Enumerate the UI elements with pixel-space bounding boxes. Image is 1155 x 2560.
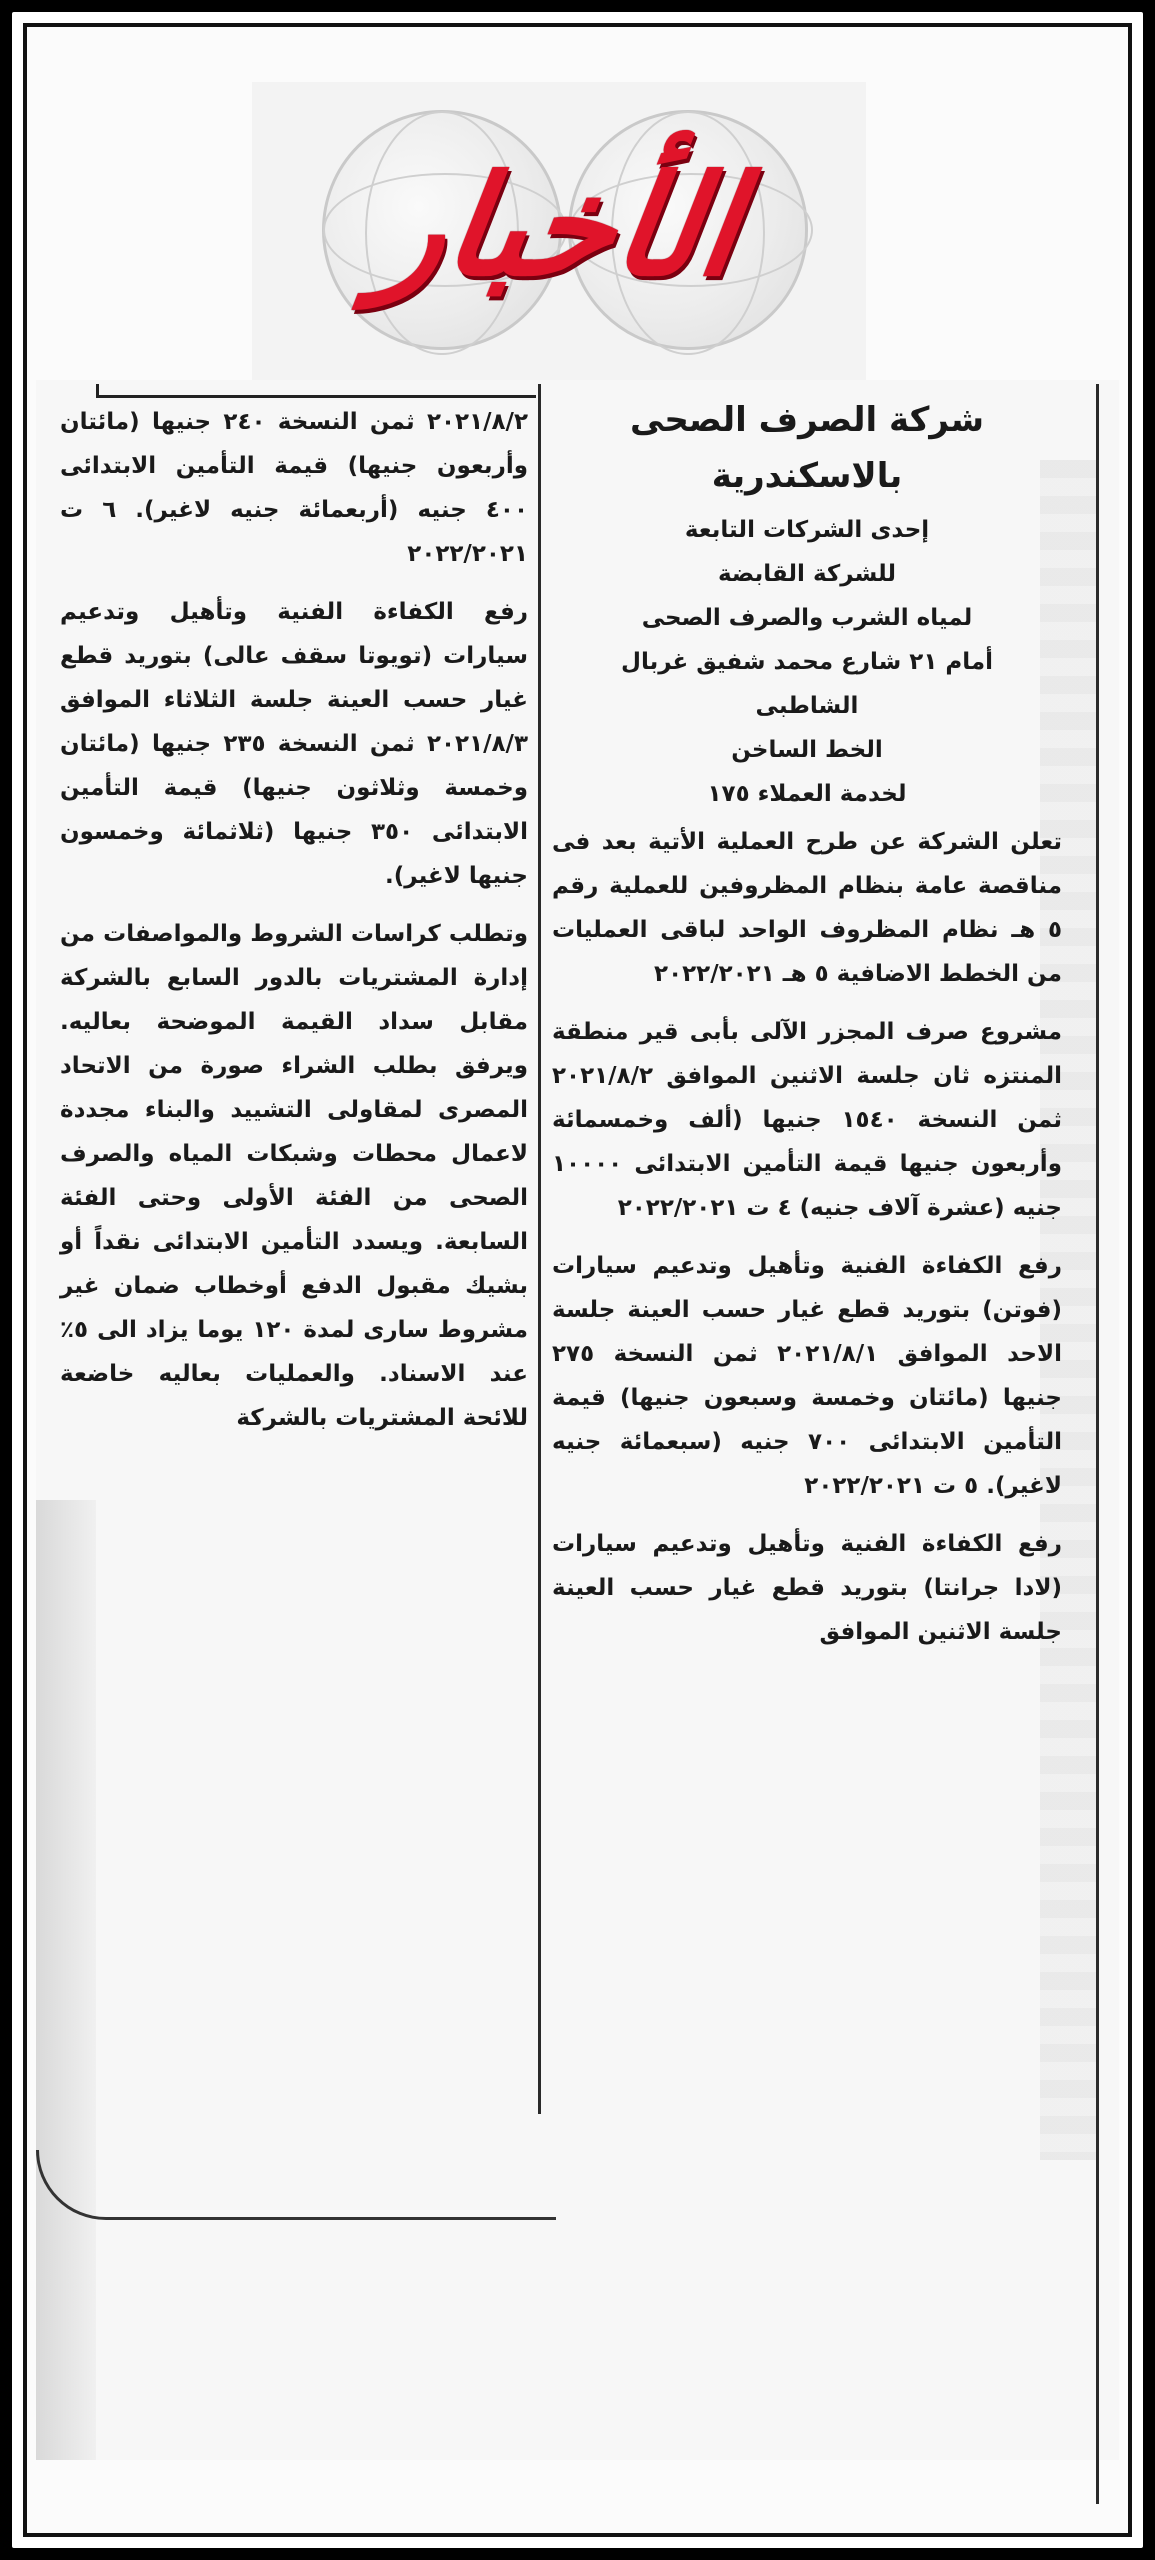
- tender-item-3-continuation: ٢٠٢١/٨/٢ ثمن النسخة ٢٤٠ جنيها (مائتان وأربعون جنيها) قيمة التأمين الابتدائى ٤٠٠ جنيه (أربعمائة جنيه لاغير). ٦ ت ٢٠٢٢/٢٠٢١: [60, 409, 528, 567]
- left-column: [60, 400, 528, 1454]
- tender-intro-paragraph: تعلن الشركة عن طرح العملية الأتية بعد فى مناقصة عامة بنظام المظروفين للعملية رقم ٥ هـ نظام المظروف الواحد لباقى العمليات من الخطط الاضافية ٥ هـ ٢٠٢٢/٢٠٢١: [552, 829, 1062, 987]
- tender-item-3: رفع الكفاءة الفنية وتأهيل وتدعيم سيارات (لادا جرانتا) بتوريد قطع غيار حسب العينة جلسة الاثنين الموافق: [552, 1531, 1062, 1645]
- newspaper-logo-title: الأخبار: [368, 146, 750, 307]
- top-rule: [96, 384, 536, 398]
- company-name-line1: شركة الصرف الصحى: [629, 400, 985, 440]
- tender-item-1: مشروع صرف المجزر الآلى بأبى قير منطقة المنتزه ثان جلسة الاثنين الموافق ٢٠٢١/٨/٢ ثمن النسخة ١٥٤٠ جنيها (ألف وخمسمائة وأربعون جنيها قيمة التأمين الابتدائى ١٠٠٠٠ جنيه (عشرة آلاف جنيه) ٤ ت ٢٠٢٢/٢٠٢١: [552, 1019, 1062, 1221]
- address-line2: الشاطبى: [755, 693, 859, 719]
- column-divider: [538, 384, 541, 2114]
- tender-item-4: رفع الكفاءة الفنية وتأهيل وتدعيم سيارات (تويوتا سقف عالى) بتوريد قطع غيار حسب العينة جلسة الثلاثاء الموافق ٢٠٢١/٨/٣ ثمن النسخة ٢٣٥ جنيها (مائتان وخمسة وثلاثون جنيها) قيمة التأمين الابتدائى ٣٥٠ جنيها (ثلاثمائة وخمسون جنيها لاغير).: [60, 599, 528, 889]
- affiliation-line3: لمياه الشرب والصرف الصحى: [641, 605, 973, 631]
- company-name-line2: بالاسكندرية: [711, 456, 903, 496]
- affiliation-line1: إحدى الشركات التابعة: [684, 517, 930, 543]
- right-border-rule: [1096, 384, 1099, 2504]
- affiliation-line2: للشركة القابضة: [717, 561, 897, 587]
- bottom-curve-rule: [36, 2150, 556, 2220]
- tender-item-2: رفع الكفاءة الفنية وتأهيل وتدعيم سيارات (فوتن) بتوريد قطع غيار حسب العينة جلسة الاحد الموافق ٢٠٢١/٨/١ ثمن النسخة ٢٧٥ جنيها (مائتان وخمسة وسبعون جنيها) قيمة التأمين الابتدائى ٧٠٠ جنيه (سبعمائة جنيه لاغير). ٥ ت ٢٠٢٢/٢٠٢١: [552, 1253, 1062, 1499]
- newspaper-masthead: [252, 82, 866, 382]
- tender-conditions-paragraph: وتطلب كراسات الشروط والمواصفات من إدارة المشتريات بالدور السابع بالشركة مقابل سداد القيمة الموضحة بعاليه. ويرفق بطلب الشراء صورة من الاتحاد المصرى لمقاولى التشييد والبناء مجددة لاعمال محطات وشبكات المياه والصرف الصحى من الفئة الأولى وحتى الفئة السابعة. ويسدد التأمين الابتدائى نقداً أو بشيك مقبول الدفع أوخطاب ضمان غير مشروط سارى لمدة ١٢٠ يوما يزاد الى ٥٪ عند الاسناد. والعمليات بعاليه خاضعة للائحة المشتريات بالشركة: [60, 921, 528, 1431]
- hotline-label: الخط الساخن: [731, 737, 883, 763]
- customer-service-number: لخدمة العملاء ١٧٥: [707, 781, 907, 807]
- clipping-shadow: [36, 1500, 96, 2460]
- right-column: [552, 392, 1062, 1668]
- address-line1: أمام ٢١ شارع محمد شفيق غربال: [620, 649, 993, 675]
